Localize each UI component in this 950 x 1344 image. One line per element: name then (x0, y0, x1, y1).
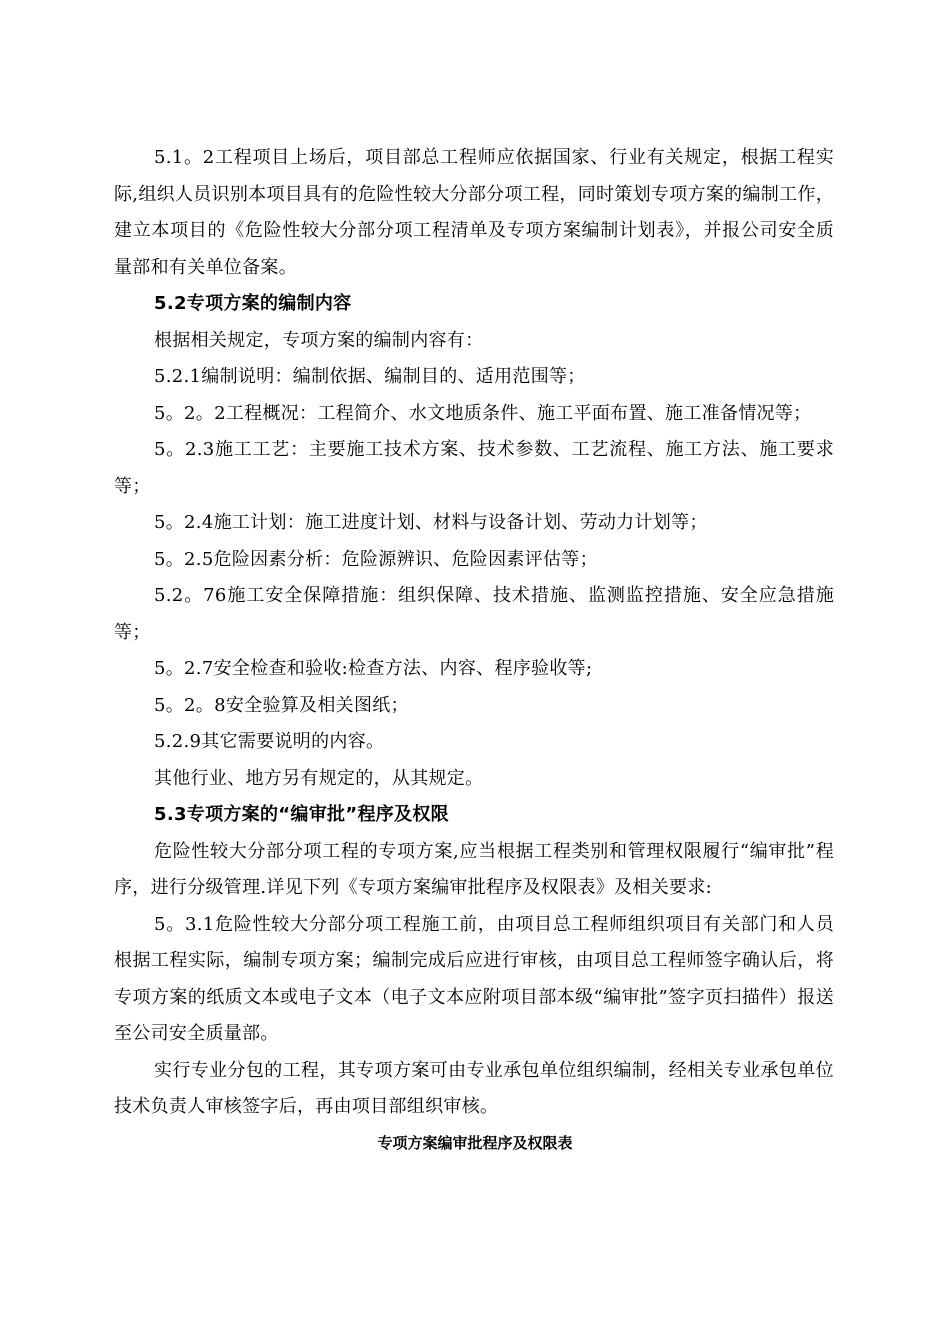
paragraph-5-2-9: 5.2.9其它需要说明的内容。 (154, 731, 385, 752)
paragraph-other-rules: 其他行业、地方另有规定的，从其规定。 (154, 767, 484, 789)
section-heading-5-3: 5.3专项方案的“编审批”程序及权限 (154, 804, 449, 825)
paragraph-5-2-8: 5。2。8安全验算及相关图纸； (154, 694, 409, 716)
paragraph-5-2-1: 5.2.1编制说明：编制依据、编制目的、适用范围等； (154, 366, 586, 387)
document-body (114, 140, 834, 1126)
paragraph-5-3-1: 5。3.1危险性较大分部分项工程施工前，由项目总工程师组织项目有关部门和人员根据工程实际，编制专项方案；编制完成后应进行审核，由项目总工程师签字确认后，将专项方案的纸质文本或电子文本（电子文本应附项目部本级“编审批”签字页扫描件）报送至公司安全质量部。 (114, 913, 834, 1044)
section-heading-5-2: 5.2专项方案的编制内容 (154, 293, 352, 314)
paragraph-5-2-6: 5.2。76施工安全保障措施：组织保障、技术措施、监测监控措施、安全应急措施等； (114, 585, 834, 643)
paragraph-subcontract: 实行专业分包的工程，其专项方案可由专业承包单位组织编制，经相关专业承包单位技术负责人审核签字后，再由项目部组织审核。 (114, 1059, 834, 1117)
paragraph-approval-intro: 危险性较大分部分项工程的专项方案,应当根据工程类别和管理权限履行“编审批”程序，进行分级管理.详见下列《专项方案编审批程序及权限表》及相关要求: (114, 840, 834, 898)
paragraph-5-2-3: 5。2.3施工工艺：主要施工技术方案、技术参数、工艺流程、施工方法、施工要求等； (114, 439, 834, 497)
paragraph-intro: 根据相关规定，专项方案的编制内容有： (154, 329, 484, 351)
paragraph-5-2-4: 5。2.4施工计划：施工进度计划、材料与设备计划、劳动力计划等； (154, 512, 708, 533)
paragraph-5-2-2: 5。2。2工程概况：工程简介、水文地质条件、施工平面布置、施工准备情况等； (154, 402, 812, 424)
paragraph-5-2-7: 5。2.7安全检查和验收:检查方法、内容、程序验收等; (154, 658, 593, 679)
paragraph-5-1-2: 5.1。2工程项目上场后，项目部总工程师应依据国家、行业有关规定，根据工程实际,组织人员识别本项目具有的危险性较大分部分项工程，同时策划专项方案的编制工作，建立本项目的《危险性较大分部分项工程清单及专项方案编制计划表》，并报公司安全质量部和有关单位备案。 (114, 147, 834, 278)
table-title: 专项方案编审批程序及权限表 (377, 1134, 573, 1152)
paragraph-5-2-5: 5。2.5危险因素分析：危险源辨识、危险因素评估等； (154, 548, 598, 570)
